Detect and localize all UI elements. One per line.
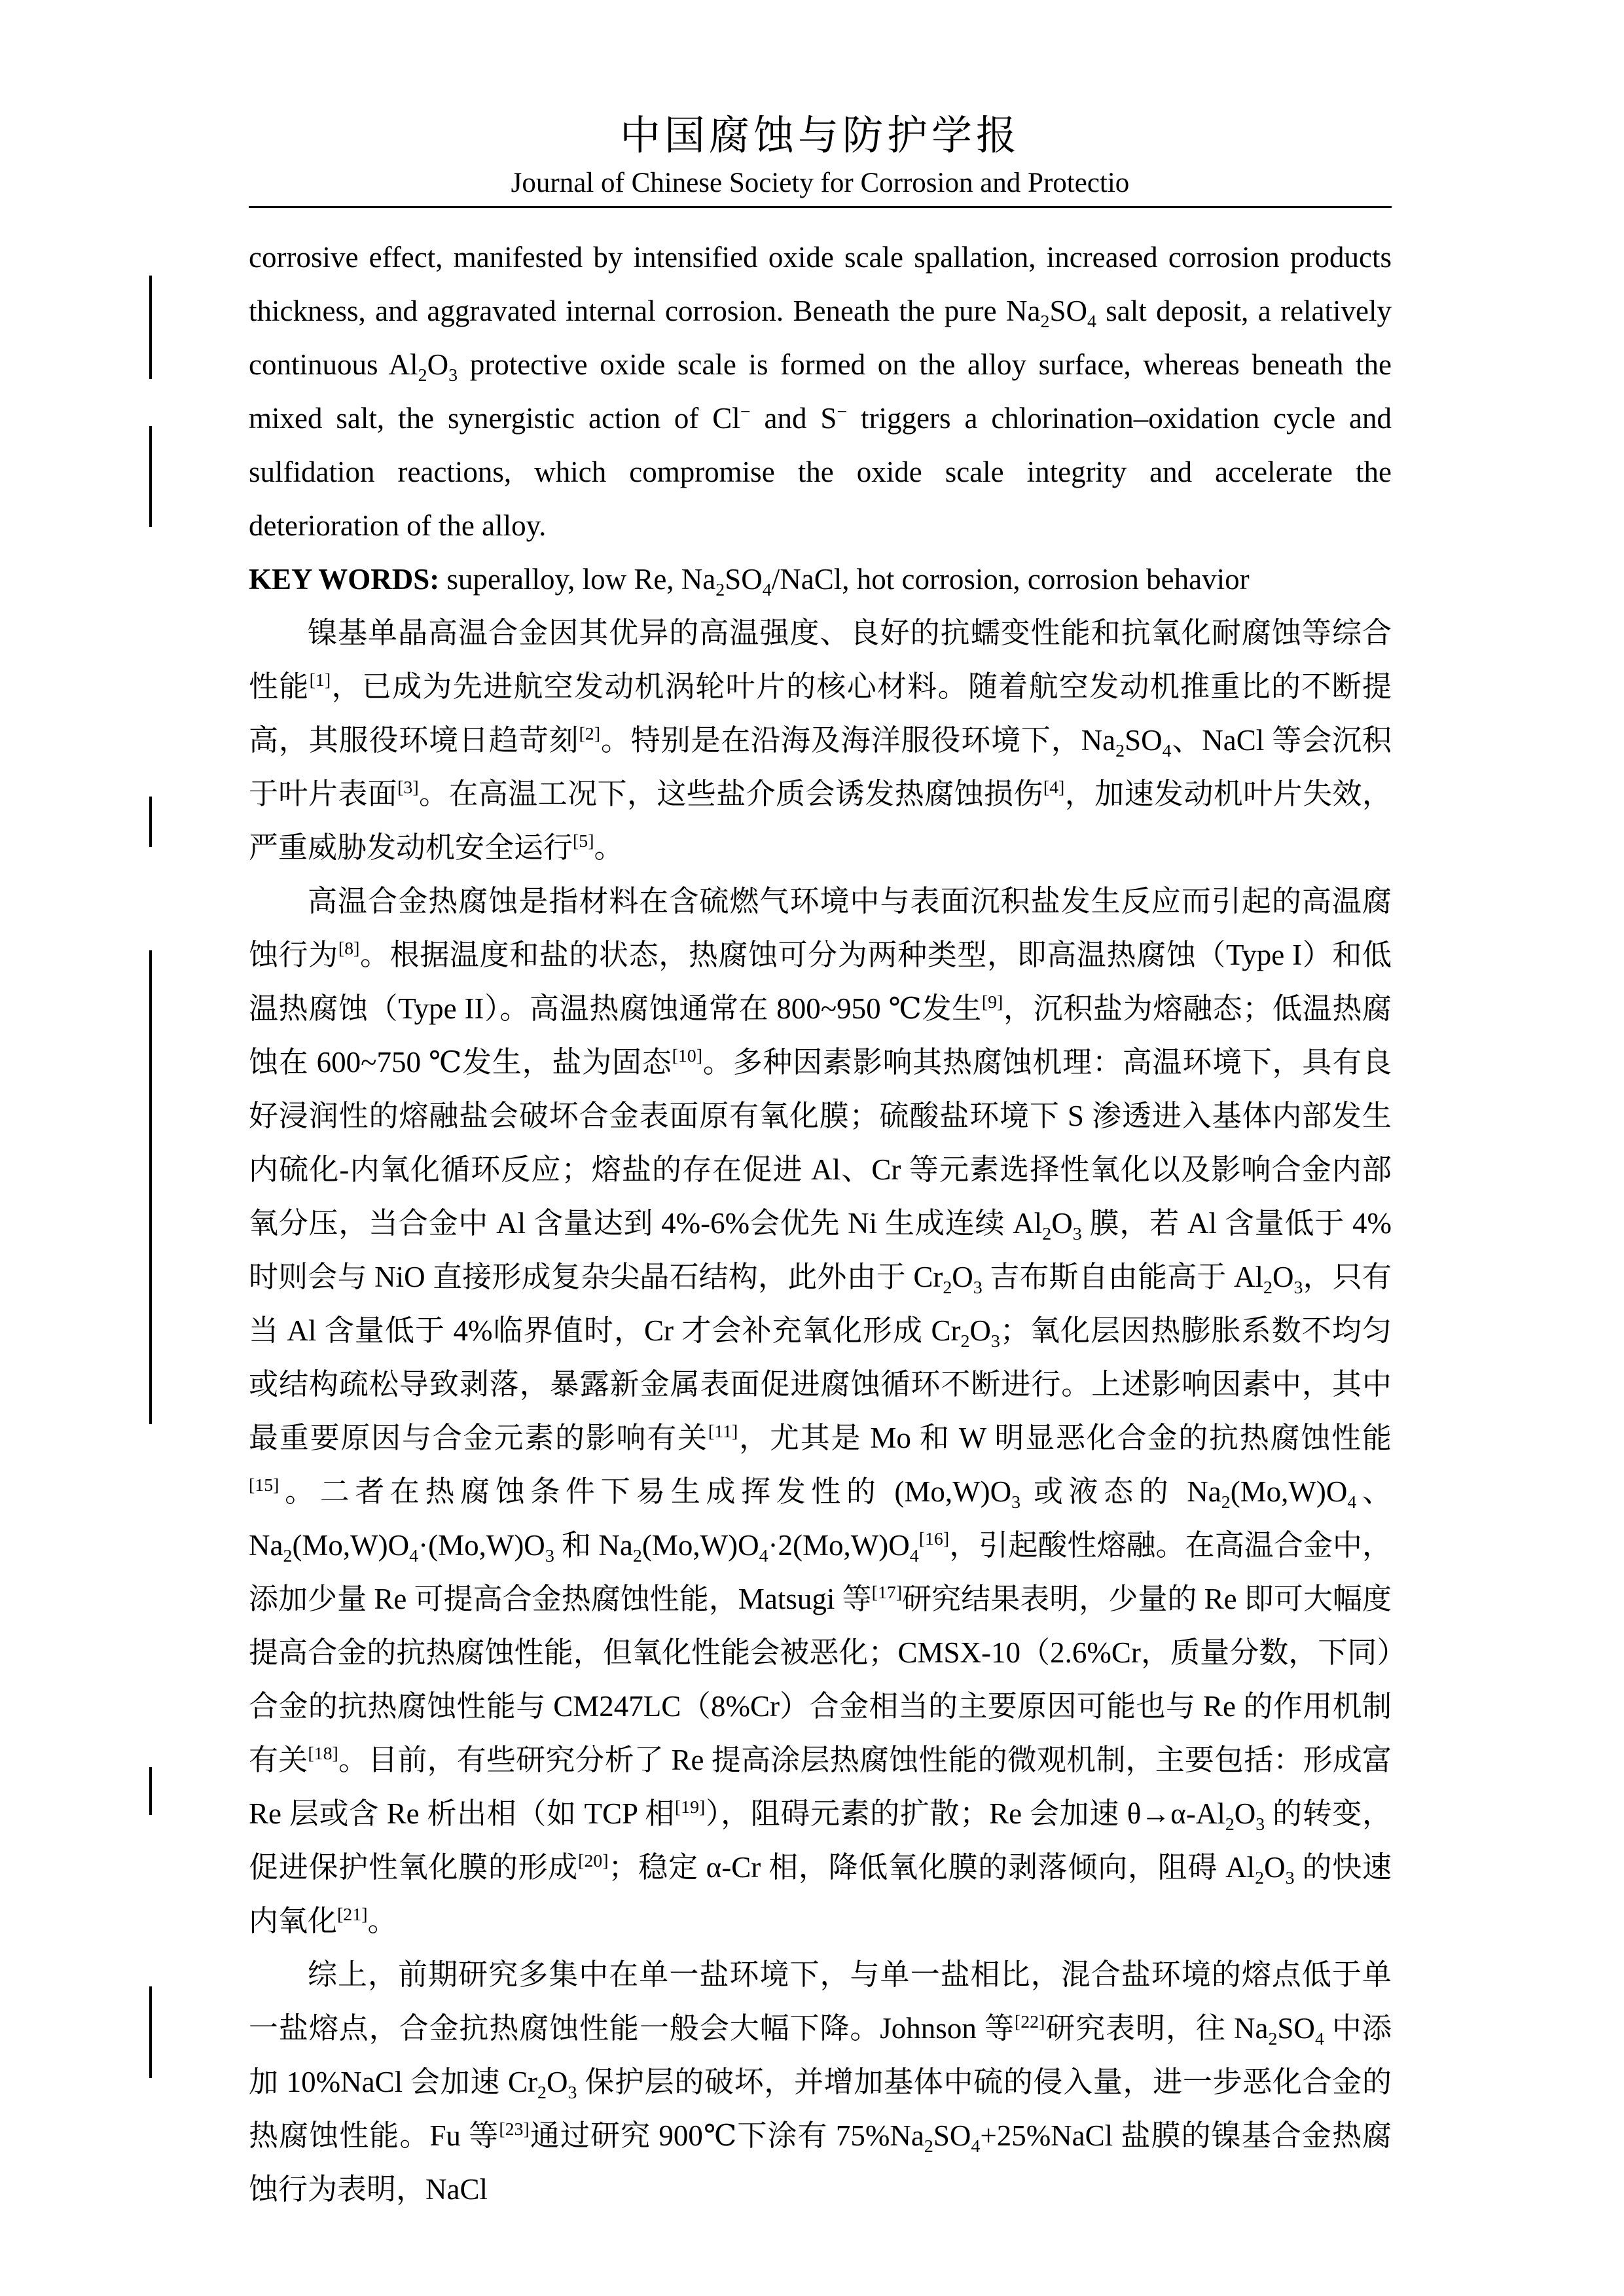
revision-bar [149, 276, 152, 379]
revision-bar [149, 426, 152, 527]
journal-header [249, 111, 1392, 208]
revision-bar [149, 950, 152, 1424]
journal-title-english: Journal of Chinese Society for Corrosion and Protectio [511, 167, 1130, 198]
article-body [249, 230, 1392, 2216]
body-paragraph-3: 综上，前期研究多集中在单一盐环境下，与单一盐相比，混合盐环境的熔点低于单一盐熔点，合金抗热腐蚀性能一般会大幅下降。Johnson 等[22]研究表明，往 $Na_2SO_4$ 中添加 10%NaCl 会加速 $Cr_2O_3$ 保护层的破坏，并增加基体中硫的侵入量，进一步恶化合金的热腐蚀性能。Fu 等[23]通过研究 900℃下涂有 $75\%Na_2SO_4+25\%NaCl$ 盐膜的镍基合金热腐蚀行为表明，NaCl [249, 1958, 1392, 2206]
revision-bar [149, 797, 152, 847]
body-paragraph-1: 镍基单晶高温合金因其优异的高温强度、良好的抗蠕变性能和抗氧化耐腐蚀等综合性能[1]，已成为先进航空发动机涡轮叶片的核心材料。随着航空发动机推重比的不断提高，其服役环境日趋苛刻[2]。特别是在沿海及海洋服役环境下，$Na_2SO_4$、NaCl 等会沉积于叶片表面[3]。在高温工况下，这些盐介质会诱发热腐蚀损伤[4]，加速发动机叶片失效，严重威胁发动机安全运行[5]。 [249, 617, 1392, 864]
journal-title-chinese: 中国腐蚀与防护学报 [619, 114, 1020, 158]
keywords-text: superalloy, low Re, $Na_2SO_4$/NaCl, hot corrosion, corrosion behavior [439, 563, 1250, 600]
abstract-continuation-paragraph: corrosive effect, manifested by intensified oxide scale spallation, increased corrosion products thickness, and aggravated internal corrosion. Beneath the pure $Na_2SO_4$ salt deposit, a relatively continuous $Al_2O_3$ protective oxide scale is formed on the alloy surface, whereas beneath the mixed salt, the synergistic action of Cl− and S− triggers a chlorination–oxidation cycle and sulfidation reactions, which compromise the oxide scale integrity and accelerate the deterioration of the alloy. [249, 241, 1392, 542]
revision-bar [149, 1986, 152, 2078]
keywords-line [249, 552, 1392, 606]
body-paragraph-2: 高温合金热腐蚀是指材料在含硫燃气环境中与表面沉积盐发生反应而引起的高温腐蚀行为[8]。根据温度和盐的状态，热腐蚀可分为两种类型，即高温热腐蚀（Type I）和低温热腐蚀（Type II）。高温热腐蚀通常在 800~950 ℃发生[9]，沉积盐为熔融态；低温热腐蚀在 600~750 ℃发生，盐为固态[10]。多种因素影响其热腐蚀机理：高温环境下，具有良好浸润性的熔融盐会破坏合金表面原有氧化膜；硫酸盐环境下 S 渗透进入基体内部发生内硫化-内氧化循环反应；熔盐的存在促进 Al、Cr 等元素选择性氧化以及影响合金内部氧分压，当合金中 Al 含量达到 4%-6%会优先 Ni 生成连续 $Al_2O_3$ 膜，若 Al 含量低于 4%时则会与 NiO 直接形成复杂尖晶石结构，此外由于 $Cr_2O_3$ 吉布斯自由能高于 $Al_2O_3$，只有当 Al 含量低于 4%临界值时，Cr 才会补充氧化形成 $Cr_2O_3$；氧化层因热膨胀系数不均匀或结构疏松导致剥落，暴露新金属表面促进腐蚀循环不断进行。上述影响因素中，其中最重要原因与合金元素的影响有关[11]，尤其是 Mo 和 W 明显恶化合金的抗热腐蚀性能[15]。二者在热腐蚀条件下易生成挥发性的 $(Mo,W)O_3$ 或液态的 $Na_2(Mo,W)O_4$、$Na_2(Mo,W)O_4\cdot(Mo,W)O_3$ 和 $Na_2(Mo,W)O_4\cdot 2(Mo,W)O_4[16]$，引起酸性熔融。在高温合金中，添加少量 Re 可提高合金热腐蚀性能，Matsugi 等[17]研究结果表明，少量的 Re 即可大幅度提高合金的抗热腐蚀性能，但氧化性能会被恶化；CMSX-10（2.6%Cr，质量分数，下同）合金的抗热腐蚀性能与 CM247LC（8%Cr）合金相当的主要原因可能也与 Re 的作用机制有关[18]。目前，有些研究分析了 Re 提高涂层热腐蚀性能的微观机制，主要包括：形成富 Re 层或含 Re 析出相（如 TCP 相[19]），阻碍元素的扩散；Re 会加速 $\theta\to\alpha-Al_2O_3$ 的转变，促进保护性氧化膜的形成[20]；稳定 α-Cr 相，降低氧化膜的剥落倾向，阻碍 $Al_2O_3$ 的快速内氧化[21]。 [249, 885, 1392, 1937]
revision-bar [149, 1767, 152, 1815]
keywords-label: KEY WORDS: [249, 563, 440, 596]
